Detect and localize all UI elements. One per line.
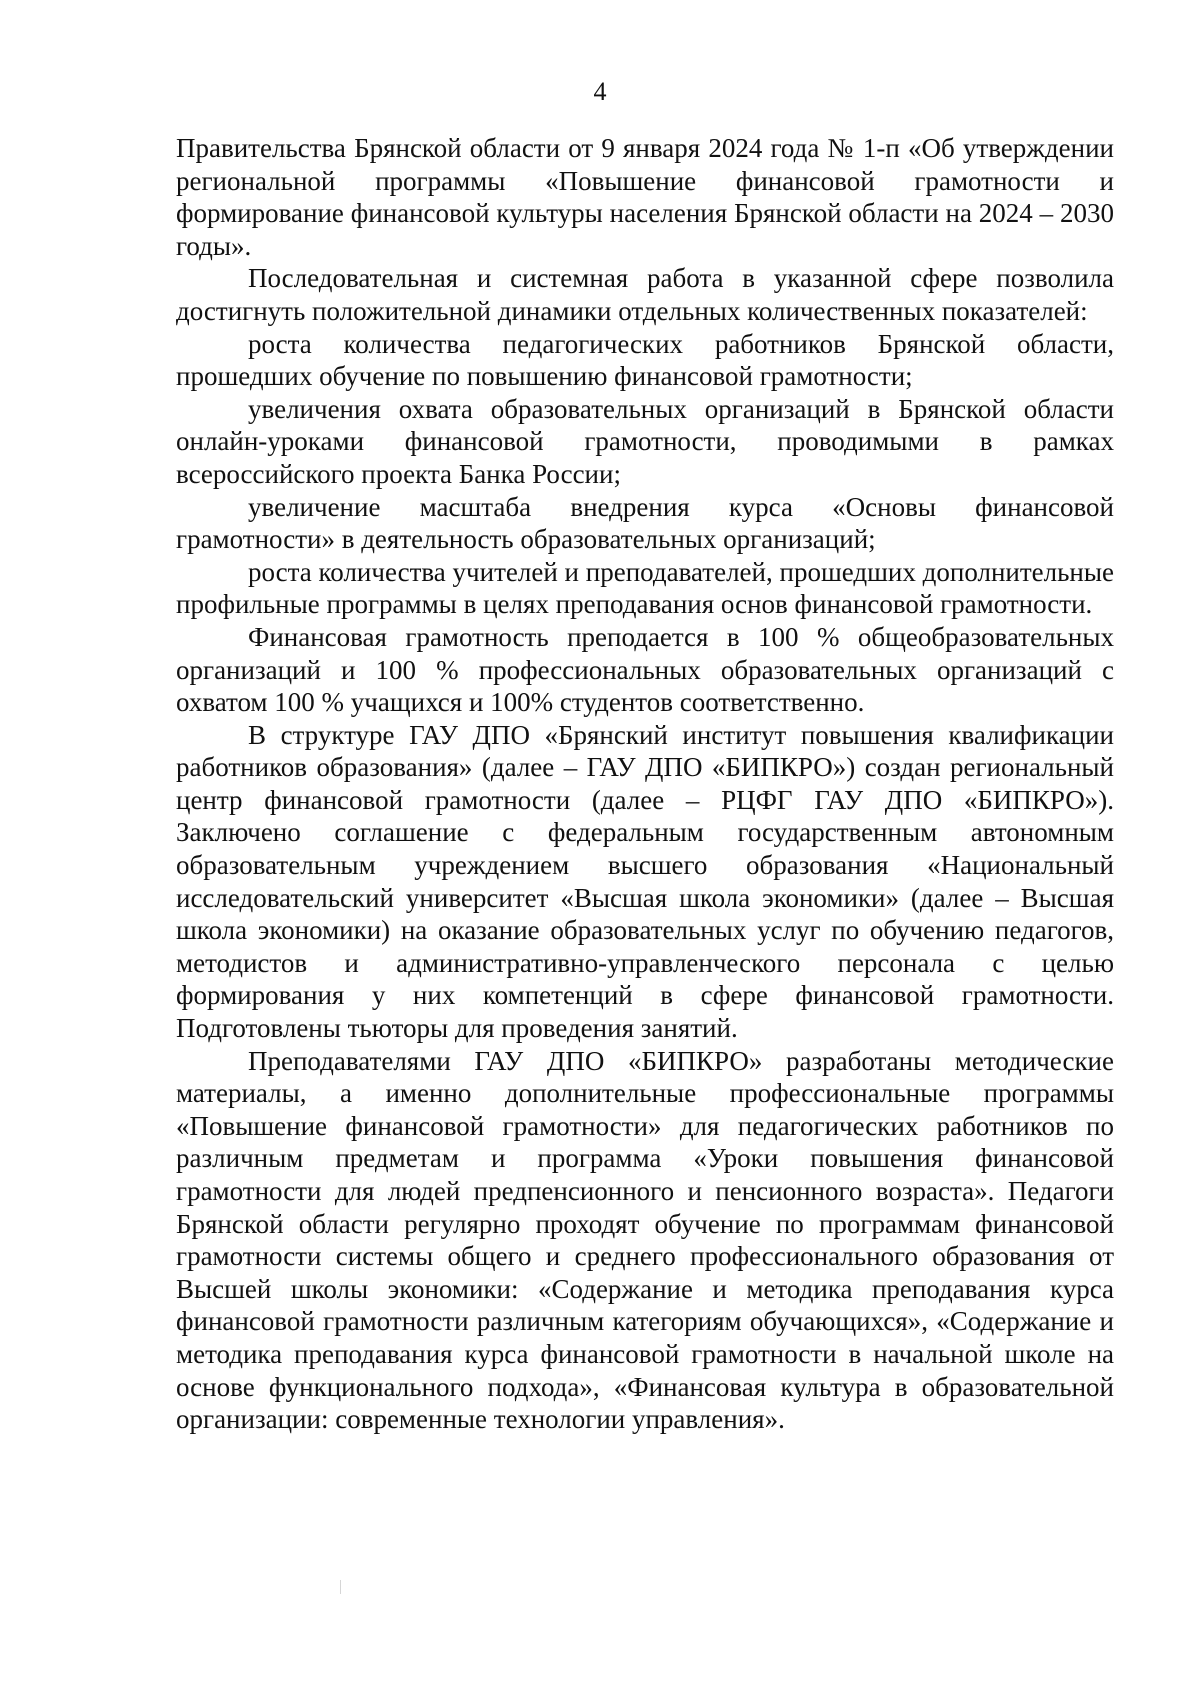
paragraph-teachers-additional-programs: роста количества учителей и преподавателей, прошедших дополнительные профильные программы в целях преподавания основ финансовой грамотности. xyxy=(176,556,1114,620)
paragraph-teachers-trained: роста количества педагогических работников Брянской области, прошедших обучение по повышению финансовой грамотности; xyxy=(176,328,1114,392)
page-number: 4 xyxy=(593,77,607,106)
paragraph-coverage-percent: Финансовая грамотность преподается в 100 % общеобразовательных организаций и 100 % профессиональных образовательных организаций с охватом 100 % учащихся и 100% студентов соответственно. xyxy=(176,621,1114,718)
paragraph-online-lessons-coverage: увеличения охвата образовательных организаций в Брянской области онлайн-уроками финансовой грамотности, проводимыми в рамках всероссийского проекта Банка России; xyxy=(176,393,1114,489)
paragraph-positive-dynamics-intro: Последовательная и системная работа в указанной сфере позволила достигнуть положительной динамики отдельных количественных показателей: xyxy=(176,263,1114,326)
scan-artifact-mark xyxy=(340,1580,341,1594)
paragraph-continuation-program-reference: Правительства Брянской области от 9 января 2024 года № 1-п «Об утверждении региональной программы «Повышение финансовой грамотности и формирование финансовой культуры населения Брянской области на 2024 – 2030 годы». xyxy=(176,133,1114,261)
paragraph-course-implementation: увеличение масштаба внедрения курса «Основы финансовой грамотности» в деятельность образовательных организаций; xyxy=(176,491,1114,555)
paragraph-methodical-materials: Преподавателями ГАУ ДПО «БИПКРО» разработаны методические материалы, а именно дополнительные профессиональные программы «Повышение финансовой грамотности» для педагогических работников по различным предметам и программа «Уроки повышения финансовой грамотности для людей предпенсионного и пенсионного возраста». Педагоги Брянской области регулярно проходят обучение по программам финансовой грамотности системы общего и среднего профессионального образования от Высшей школы экономики: «Содержание и методика преподавания курса финансовой грамотности различным категориям обучающихся», «Содержание и методика преподавания курса финансовой грамотности в начальной школе на основе функционального подхода», «Финансовая культура в образовательной организации: современные технологии управления». xyxy=(176,1045,1114,1435)
document-body xyxy=(176,132,1114,1436)
paragraph-regional-center: В структуре ГАУ ДПО «Брянский институт повышения квалификации работников образования» (далее – ГАУ ДПО «БИПКРО») создан региональный центр финансовой грамотности (далее – РЦФГ ГАУ ДПО «БИПКРО»). Заключено соглашение с федеральным государственным автономным образовательным учреждением высшего образования «Национальный исследовательский университет «Высшая школа экономики» (далее – Высшая школа экономики) на оказание образовательных услуг по обучению педагогов, методистов и административно-управленческого персонала с целью формирования у них компетенций в сфере финансовой грамотности. Подготовлены тьюторы для проведения занятий. xyxy=(176,719,1114,1044)
